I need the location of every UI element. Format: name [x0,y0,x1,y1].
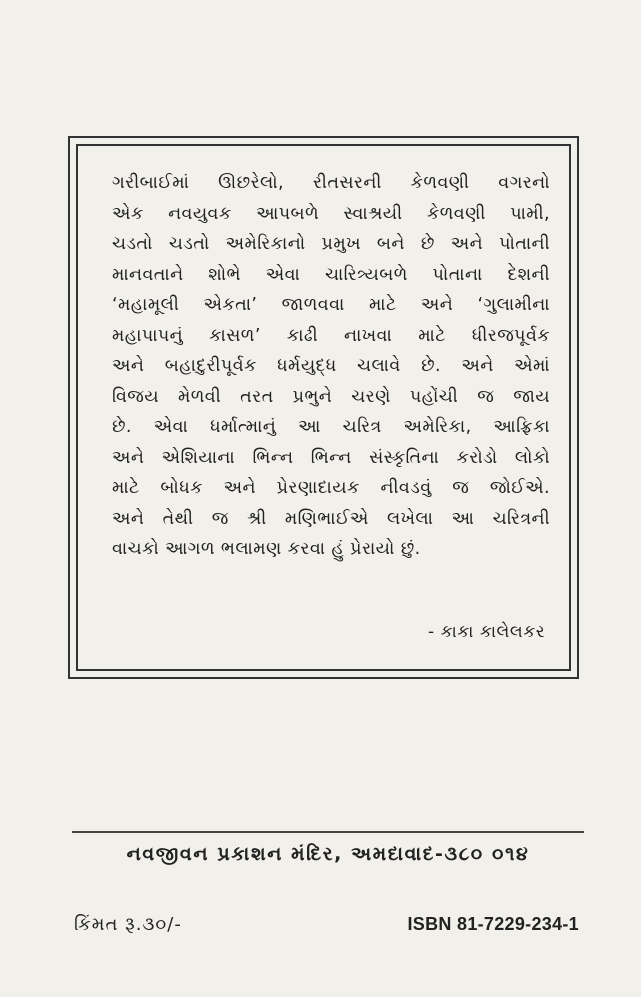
footer-divider [72,831,584,833]
quote-frame-inner [76,144,571,671]
publisher-line: નવજીવન પ્રકાશન મંદિર, અમદાવાદ-૩૮૦ ૦૧૪ [126,843,530,865]
paragraph-line: ચડતો ચડતો અમેરિકાનો પ્રમુખ બને છે અને પોતાની [112,234,550,254]
paragraph-line: મહાપાપનું કાસળ’ કાઢી નાખવા માટે ધીરજપૂર્વક [112,325,551,346]
author-signature: - કાકા કાલેલકર [428,622,545,642]
paragraph-line: એક નવયુવક આપબળે સ્વાશ્રયી કેળવણી પામી, [112,203,550,224]
paragraph-line: માનવતાને શોભે એવા ચારિત્ર્યબળે પોતાના દેશની [112,264,550,285]
paragraph-line: છે. એવા ધર્માત્માનું આ ચરિત્ર અમેરિકા, આફ્રિકા [112,417,550,437]
paragraph-line: અને તેથી જ શ્રી મણિભાઈએ લખેલા આ ચરિત્રની [112,508,550,529]
paragraph-line: ‘મહામૂલી એકતા’ જાળવવા માટે અને ‘ગુલામીના [112,295,550,315]
paragraph-line: વિજય મેળવી તરત પ્રભુને ચરણે પહોંચી જ જાય [112,386,550,407]
paragraph-line: ગરીબાઈમાં ઊછરેલો, રીતસરની કેળવણી વગરનો [112,173,550,193]
price-label: કિંમત રૂ.૩૦/- [74,914,182,935]
paragraph-line: અને એશિયાના ભિન્ન ભિન્ન સંસ્કૃતિના કરોડો લોકો [112,447,550,468]
paragraph-line: માટે બોધક અને પ્રેરણાદાયક નીવડવું જ જોઈએ. [112,478,550,498]
paragraph-line: વાચકો આગળ ભલામણ કરવા હું પ્રેરાયો છું. [112,539,421,559]
foreword-paragraph [112,168,550,565]
paragraph-line: અને બહાદુરીપૂર્વક ધર્મયુદ્ધ ચલાવે છે. અને એમાં [112,356,550,376]
quote-frame [68,136,579,679]
isbn-label: ISBN 81-7229-234-1 [407,914,579,934]
